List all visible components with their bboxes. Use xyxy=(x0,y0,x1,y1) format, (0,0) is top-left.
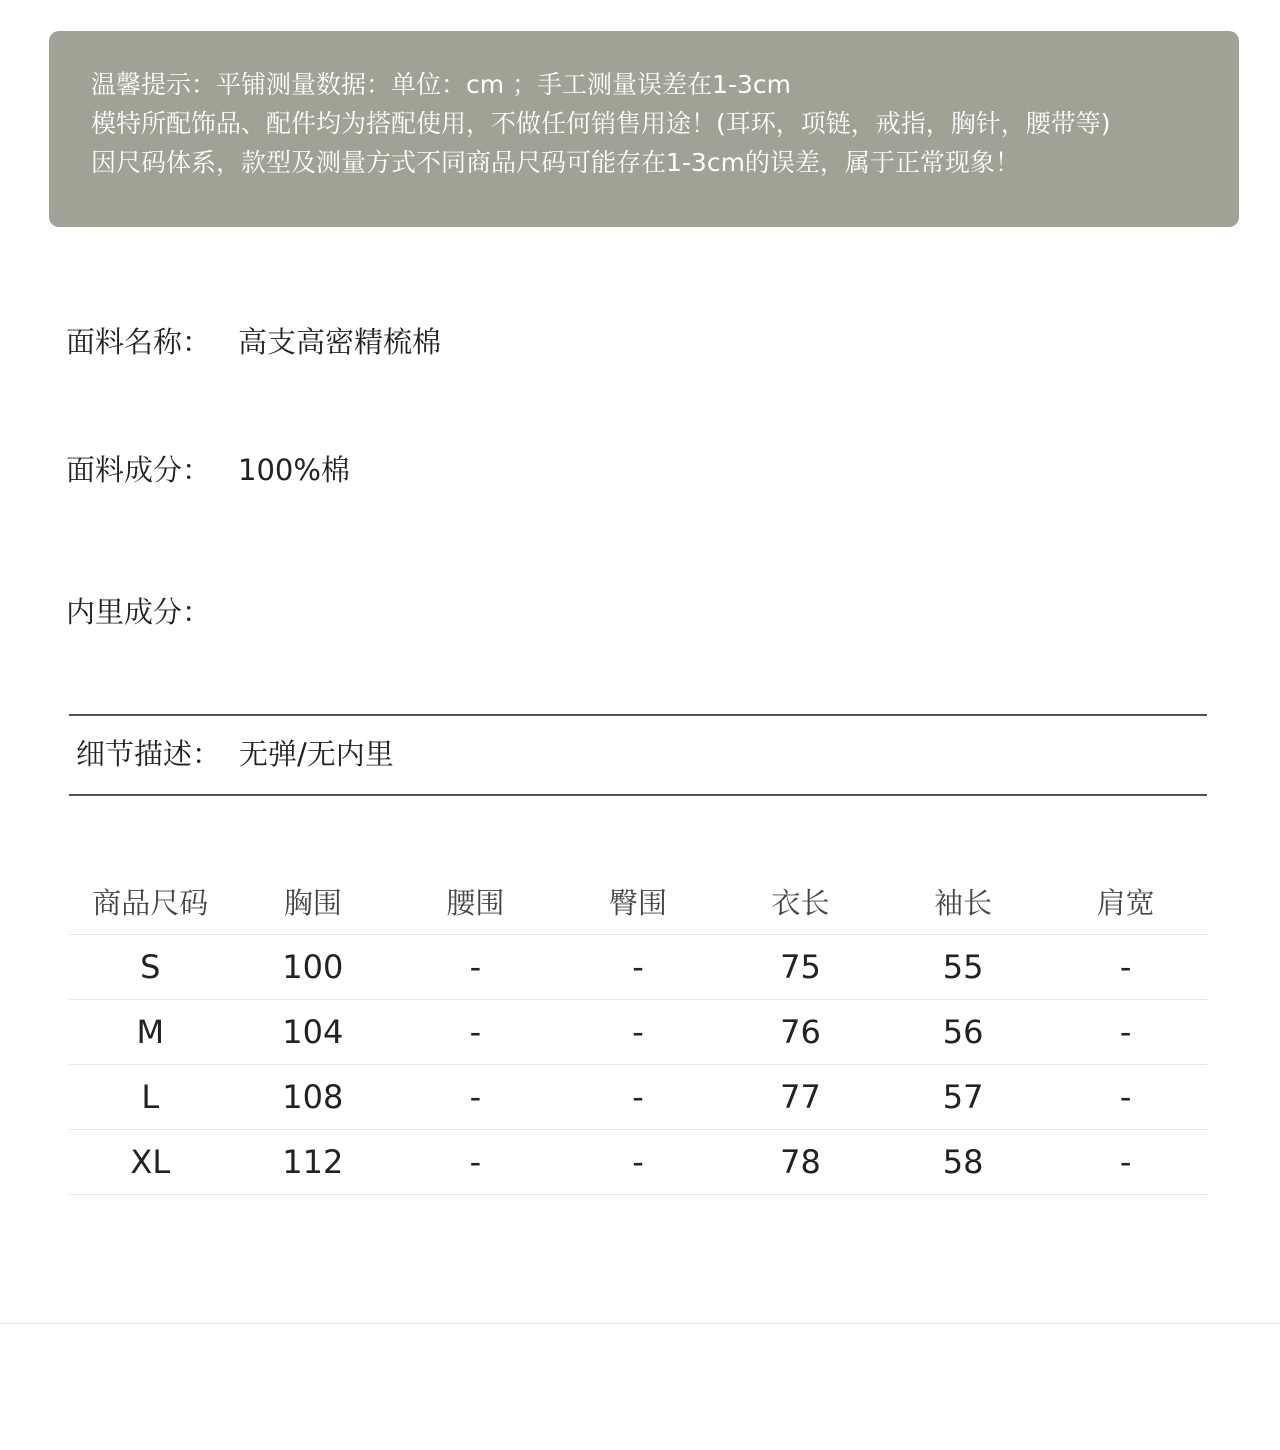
table-row xyxy=(69,935,1207,1000)
cell-length: 76 xyxy=(719,1000,882,1065)
lining-composition-label: 内里成分： xyxy=(66,595,212,629)
header-shoulder: 肩宽 xyxy=(1044,868,1207,935)
cell-shoulder: - xyxy=(1044,1130,1207,1195)
cell-length: 75 xyxy=(719,935,882,1000)
page-bottom-divider xyxy=(0,1323,1280,1324)
fabric-name-label: 面料名称： xyxy=(66,325,212,359)
header-waist: 腰围 xyxy=(394,868,557,935)
header-sleeve: 袖长 xyxy=(882,868,1045,935)
notice-box xyxy=(49,31,1239,227)
header-size: 商品尺码 xyxy=(69,868,232,935)
header-length: 衣长 xyxy=(719,868,882,935)
cell-chest: 100 xyxy=(232,935,395,1000)
cell-size: XL xyxy=(69,1130,232,1195)
cell-sleeve: 55 xyxy=(882,935,1045,1000)
cell-waist: - xyxy=(394,1000,557,1065)
cell-size: M xyxy=(69,1000,232,1065)
cell-shoulder: - xyxy=(1044,1000,1207,1065)
cell-waist: - xyxy=(394,1065,557,1130)
cell-size: S xyxy=(69,935,232,1000)
cell-waist: - xyxy=(394,1130,557,1195)
detail-description-value: 无弹/无内里 xyxy=(239,737,394,771)
cell-sleeve: 58 xyxy=(882,1130,1045,1195)
fabric-name-value: 高支高密精梳棉 xyxy=(238,325,442,359)
notice-line-size-error: 因尺码体系，款型及测量方式不同商品尺码可能存在1-3cm的误差，属于正常现象！ xyxy=(91,148,1020,177)
cell-chest: 104 xyxy=(232,1000,395,1065)
fabric-name-row xyxy=(66,322,441,362)
table-row xyxy=(69,1065,1207,1130)
header-chest: 胸围 xyxy=(232,868,395,935)
size-chart-table xyxy=(69,868,1207,1195)
cell-length: 78 xyxy=(719,1130,882,1195)
cell-hip: - xyxy=(557,1130,720,1195)
cell-sleeve: 56 xyxy=(882,1000,1045,1065)
cell-size: L xyxy=(69,1065,232,1130)
cell-waist: - xyxy=(394,935,557,1000)
fabric-composition-label: 面料成分： xyxy=(66,453,212,487)
table-row xyxy=(69,1000,1207,1065)
fabric-composition-value: 100%棉 xyxy=(238,453,350,487)
notice-line-accessories: 模特所配饰品、配件均为搭配使用，不做任何销售用途！(耳环，项链，戒指，胸针，腰带等) xyxy=(91,109,1111,138)
lining-composition-row xyxy=(66,592,238,632)
cell-hip: - xyxy=(557,1065,720,1130)
detail-description-band xyxy=(69,714,1207,796)
table-row xyxy=(69,1130,1207,1195)
cell-sleeve: 57 xyxy=(882,1065,1045,1130)
header-hip: 臀围 xyxy=(557,868,720,935)
cell-shoulder: - xyxy=(1044,935,1207,1000)
cell-shoulder: - xyxy=(1044,1065,1207,1130)
fabric-composition-row xyxy=(66,450,350,490)
cell-hip: - xyxy=(557,935,720,1000)
cell-chest: 108 xyxy=(232,1065,395,1130)
cell-length: 77 xyxy=(719,1065,882,1130)
size-chart-header-row xyxy=(69,868,1207,935)
detail-description-label: 细节描述： xyxy=(76,737,222,771)
cell-hip: - xyxy=(557,1000,720,1065)
notice-line-measurement: 温馨提示：平铺测量数据：单位：cm ；手工测量误差在1-3cm xyxy=(91,70,791,99)
cell-chest: 112 xyxy=(232,1130,395,1195)
